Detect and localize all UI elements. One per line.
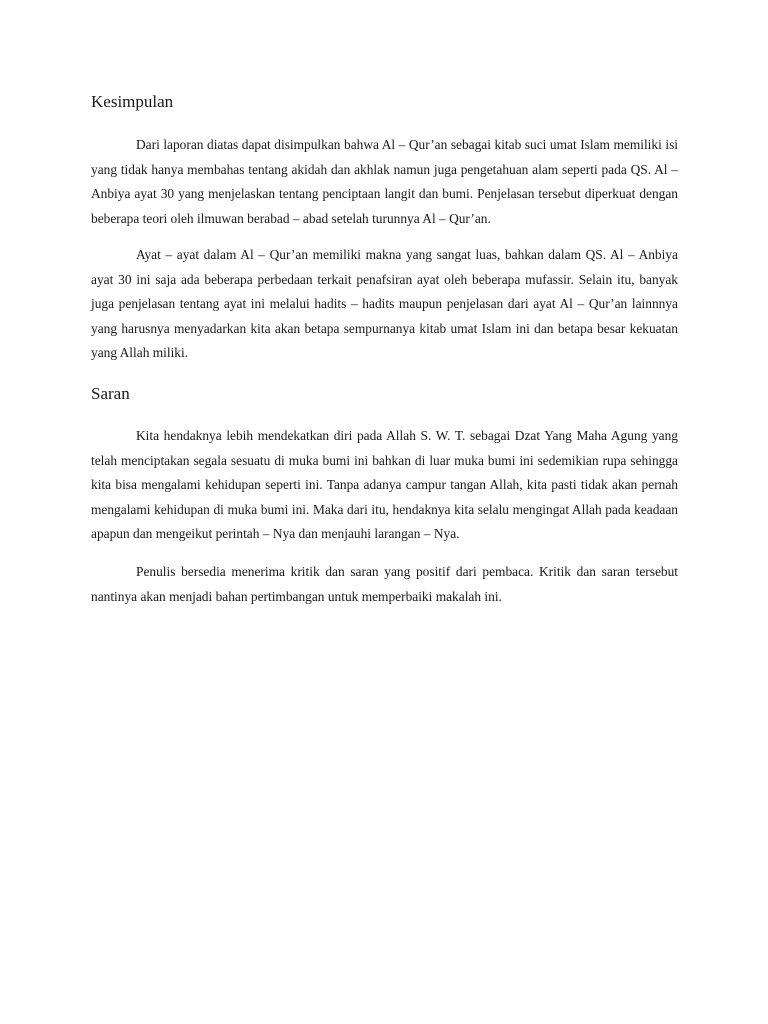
paragraph-kesimpulan-2: Ayat – ayat dalam Al – Qur’an memiliki makna yang sangat luas, bahkan dalam QS. Al – Anbiya ayat 30 ini saja ada beberapa perbedaan terkait penafsiran ayat oleh beberapa mufassir. Selain itu, banyak juga penjelasan tentang ayat ini melalui hadits – hadits maupun penjelasan dari ayat Al – Qur’an lainnnya yang harusnya menyadarkan kita akan betapa sempurnanya kitab umat Islam ini dan betapa besar kekuatan yang Allah miliki.: [91, 247, 678, 361]
paragraph-kesimpulan-1: Dari laporan diatas dapat disimpulkan bahwa Al – Qur’an sebagai kitab suci umat Islam memiliki isi yang tidak hanya membahas tentang akidah dan akhlak namun juga pengetahuan alam seperti pada QS. Al – Anbiya ayat 30 yang menjelaskan tentang penciptaan langit dan bumi. Penjelasan tersebut diperkuat dengan beberapa teori oleh ilmuwan berabad – abad setelah turunnya Al – Qur’an.: [91, 137, 678, 226]
section-heading-saran: Saran: [91, 384, 130, 403]
section-heading-kesimpulan: Kesimpulan: [91, 92, 174, 111]
paragraph-saran-2: Penulis bersedia menerima kritik dan saran yang positif dari pembaca. Kritik dan saran tersebut nantinya akan menjadi bahan pertimbangan untuk memperbaiki makalah ini.: [91, 564, 678, 604]
paragraph-saran-1: Kita hendaknya lebih mendekatkan diri pada Allah S. W. T. sebagai Dzat Yang Maha Agung yang telah menciptakan segala sesuatu di muka bumi ini bahkan di luar muka bumi ini sedemikian rupa sehingga kita bisa mengalami kehidupan seperti ini. Tanpa adanya campur tangan Allah, kita pasti tidak akan pernah mengalami kehidupan di muka bumi ini. Maka dari itu, hendaknya kita selalu mengingat Allah pada keadaan apapun dan mengeikut perintah – Nya dan menjauhi larangan – Nya.: [91, 428, 678, 542]
